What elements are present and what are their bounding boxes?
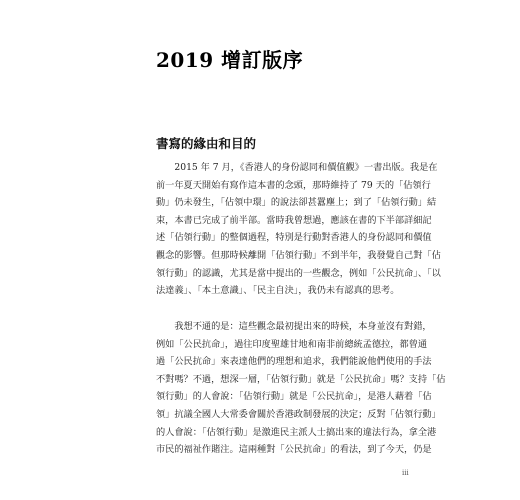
paragraph-line: 例如「公民抗命」，過往印度聖雄甘地和南非前總統孟德拉，都曾通 [156,338,428,350]
paragraph-line: 領」抗議全國人大常委會關於香港政制發展的決定；反對「佔領行動」 [156,408,441,420]
paragraph-line: 述「佔領行動」的整個過程，特別是行動對香港人的身份認同和價值 [156,232,432,244]
section-heading: 書寫的緣由和目的 [156,136,257,151]
paragraph-line: 市民的福祉作賭注。這兩種對「公民抗命」的看法，到了今天，仍是 [156,444,432,456]
paragraph-line: 前一年夏天開始有寫作這本書的念頭，那時維持了 79 天的「佔領行 [156,179,431,191]
paragraph-line: 觀念的影響。但那時候離開「佔領行動」不到半年，我發覺自己對「佔 [156,249,441,261]
preface-title: 2019 增訂版序 [156,48,304,72]
paragraph-line: 2015 年 7 月，《香港人的身份認同和價值觀》一書出版。我是在 [156,162,438,173]
paragraph-line: 領行動」的認識，尤其是當中提出的一些觀念，例如「公民抗命」、「以 [156,267,441,279]
paragraph-line: 束，本書已完成了前半部。當時我曾想過，應該在書的下半部詳細記 [156,214,432,226]
paragraph-line: 不對嗎？不過，想深一層，「佔領行動」就是「公民抗命」嗎？支持「佔 [156,373,446,385]
paragraph-2 [156,318,446,459]
paragraph-line: 法達義」、「本土意識」、「民主自決」，我仍未有認真的思考。 [156,285,400,297]
paragraph-line: 動」仍未發生，「佔領中環」的說法卻甚囂塵上；到了「佔領行動」結 [156,197,437,209]
paragraph-line: 我想不通的是：這些觀念最初提出來的時候，本身並沒有對錯， [156,321,432,332]
paragraph-line: 領行動」的人會說：「佔領行動」就是「公民抗命」，是港人藉着「佔 [156,391,432,403]
paragraph-line: 的人會說：「佔領行動」是激進民主派人士搞出來的違法行為，拿全港 [156,426,437,438]
page-number: iii [402,469,409,477]
paragraph-1 [156,159,441,300]
paragraph-line: 過「公民抗命」來表達他們的理想和追求，我們能說他們使用的手法 [156,356,432,368]
